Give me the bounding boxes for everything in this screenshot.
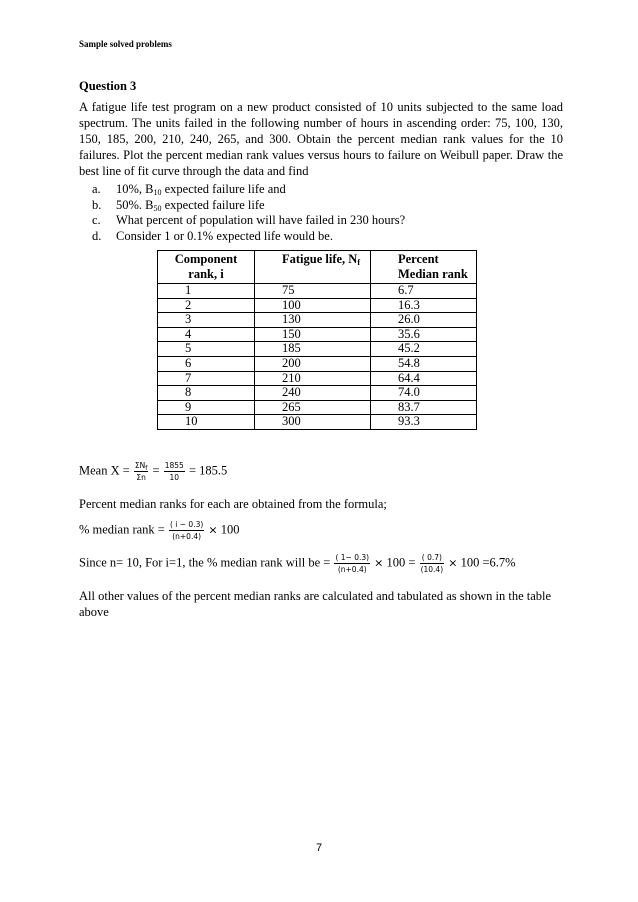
cell-rank: 8 bbox=[158, 386, 255, 401]
cell-fatigue-life: 150 bbox=[255, 327, 371, 342]
cell-fatigue-life: 100 bbox=[255, 298, 371, 313]
task-item-a: a. 10%, $B_{10}$ expected failure life and bbox=[92, 182, 286, 197]
col-header-median-rank: Percent Median rank bbox=[371, 251, 477, 284]
cell-median-rank: 74.0 bbox=[371, 386, 477, 401]
cell-rank: 6 bbox=[158, 356, 255, 371]
question-title: Question 3 bbox=[79, 79, 137, 93]
question-intro: A fatigue life test program on a new product consisted of 10 units subjected to the same load spectrum. The units failed in the following number of hours in ascending order: 75, 100, 130, 150, 185, 200, 210, 240, 265, and 300. Obtain the percent median rank values for the 10 failures. Plot the percent median rank values versus hours to failure on Weibull paper. Draw the best line of fit curve through the data and find bbox=[79, 100, 563, 178]
task-item-c: c. What percent of population will have failed in 230 hours? bbox=[92, 213, 406, 227]
cell-rank: 2 bbox=[158, 298, 255, 313]
cell-median-rank: 93.3 bbox=[371, 415, 477, 430]
median-rank-table bbox=[157, 250, 477, 430]
table-row bbox=[158, 400, 477, 415]
running-header: Sample solved problems bbox=[79, 39, 172, 49]
table-header-row bbox=[158, 251, 477, 284]
conclusion-text: All other values of the percent median ranks are calculated and tabulated as shown in the table above bbox=[79, 589, 552, 619]
example-fraction-1: $\frac{( 1- 0.3)}{(n+0.4)}$ bbox=[335, 553, 370, 574]
formula-fraction: $\frac{( i - 0.3)}{(n+0.4)}$ bbox=[169, 520, 204, 541]
example-fraction-2: $\frac{( 0.7)}{(10.4)}$ bbox=[420, 553, 444, 574]
col-header-fatigue-life: Fatigue life, $N_f$ bbox=[255, 251, 371, 284]
cell-fatigue-life: 75 bbox=[255, 284, 371, 299]
mean-equation: Mean X = $\frac{\Sigma N_f}{\Sigma n}$ = $\frac{1855}{10}$ = 185.5 bbox=[79, 461, 228, 482]
table-row bbox=[158, 298, 477, 313]
task-item-b: b. 50%. $B_{50}$ expected failure life bbox=[92, 197, 265, 213]
cell-rank: 4 bbox=[158, 327, 255, 342]
cell-fatigue-life: 265 bbox=[255, 400, 371, 415]
cell-fatigue-life: 200 bbox=[255, 356, 371, 371]
task-item-d: d. Consider 1 or 0.1% expected life would be. bbox=[92, 228, 333, 243]
cell-fatigue-life: 185 bbox=[255, 342, 371, 357]
cell-fatigue-life: 210 bbox=[255, 371, 371, 386]
cell-rank: 9 bbox=[158, 400, 255, 415]
example-calculation: Since n= 10, For i=1, the % median rank will be = $\frac{( 1- 0.3)}{(n+0.4)}$ × 100 = $\frac{( 0.7)}{(10.4)}$ × 100 =6.7% bbox=[79, 553, 516, 574]
cell-median-rank: 64.4 bbox=[371, 371, 477, 386]
table-row bbox=[158, 284, 477, 299]
cell-rank: 5 bbox=[158, 342, 255, 357]
table-row bbox=[158, 371, 477, 386]
cell-median-rank: 83.7 bbox=[371, 400, 477, 415]
cell-median-rank: 16.3 bbox=[371, 298, 477, 313]
cell-rank: 10 bbox=[158, 415, 255, 430]
mean-fraction-symbolic: $\frac{\Sigma N_f}{\Sigma n}$ bbox=[134, 461, 148, 482]
table-row bbox=[158, 342, 477, 357]
cell-rank: 3 bbox=[158, 313, 255, 328]
cell-median-rank: 45.2 bbox=[371, 342, 477, 357]
formula-intro: Percent median ranks for each are obtained from the formula; bbox=[79, 497, 387, 511]
cell-median-rank: 6.7 bbox=[371, 284, 477, 299]
col-header-component-rank: Component rank, i bbox=[158, 251, 255, 284]
cell-median-rank: 54.8 bbox=[371, 356, 477, 371]
page-number: 7 bbox=[315, 842, 323, 854]
table-row bbox=[158, 415, 477, 430]
table-row bbox=[158, 313, 477, 328]
cell-median-rank: 35.6 bbox=[371, 327, 477, 342]
cell-rank: 1 bbox=[158, 284, 255, 299]
table-row bbox=[158, 327, 477, 342]
table-row bbox=[158, 356, 477, 371]
cell-median-rank: 26.0 bbox=[371, 313, 477, 328]
cell-fatigue-life: 300 bbox=[255, 415, 371, 430]
cell-fatigue-life: 130 bbox=[255, 313, 371, 328]
table-row bbox=[158, 386, 477, 401]
cell-fatigue-life: 240 bbox=[255, 386, 371, 401]
cell-rank: 7 bbox=[158, 371, 255, 386]
mean-fraction-numeric: $\frac{1855}{10}$ bbox=[164, 461, 184, 482]
task-list bbox=[92, 182, 405, 244]
median-rank-formula: % median rank = $\frac{( i - 0.3)}{(n+0.4)}$ × 100 bbox=[79, 520, 240, 541]
